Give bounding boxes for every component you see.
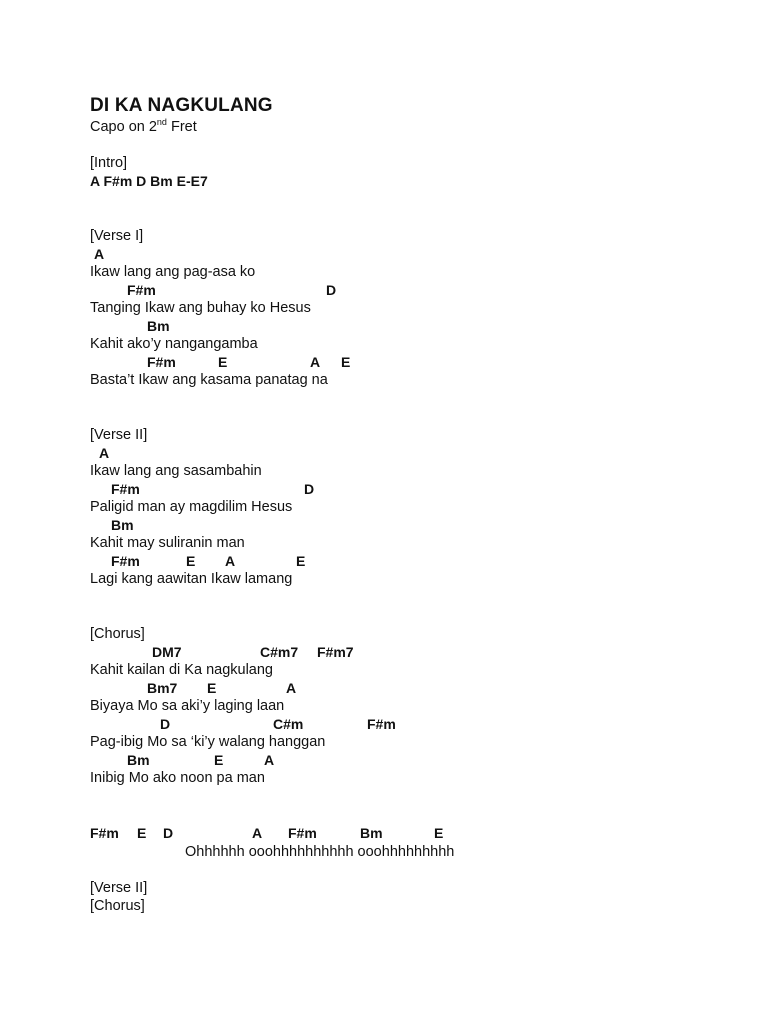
song-title: DI KA NAGKULANG	[90, 95, 273, 116]
chord-sheet	[90, 0, 750, 1024]
chord: E	[137, 825, 147, 841]
chord: C#m	[273, 716, 304, 732]
chord: E	[296, 553, 306, 569]
capo-suffix: Fret	[166, 119, 197, 135]
verse1-chord-line-4	[90, 353, 690, 371]
chord: F#m	[111, 481, 140, 497]
chorus-lyric-4: Inibig Mo ako noon pa man	[90, 770, 265, 786]
verse2-lyric-4: Lagi kang aawitan Ikaw lamang	[90, 571, 293, 587]
chord: D	[304, 481, 315, 497]
verse1-lyric-1: Ikaw lang ang pag-asa ko	[90, 264, 256, 280]
chord: A	[225, 553, 236, 569]
bridge-chord-line	[90, 824, 690, 842]
chord: Bm	[127, 752, 150, 768]
verse2-chord-line-3	[90, 516, 690, 534]
verse2-lyric-2: Paligid man ay magdilim Hesus	[90, 499, 293, 515]
verse2-label: [Verse II]	[90, 427, 148, 443]
chord: Bm	[360, 825, 383, 841]
chord: F#m	[127, 282, 156, 298]
chord: Bm7	[147, 680, 178, 696]
chord: DM7	[152, 644, 182, 660]
verse1-lyric-3: Kahit ako’y nangangamba	[90, 336, 258, 352]
chord: E	[434, 825, 444, 841]
chorus-lyric-3: Pag-ibig Mo sa ‘ki’y walang hanggan	[90, 734, 326, 750]
chord: F#m	[90, 825, 119, 841]
chorus-lyric-1: Kahit kailan di Ka nagkulang	[90, 662, 273, 678]
chord: A	[264, 752, 275, 768]
verse2-chord-line-4	[90, 552, 690, 570]
chord: E	[218, 354, 228, 370]
intro-chords: A F#m D Bm E-E7	[90, 173, 208, 189]
verse1-chord-line-2	[90, 281, 690, 299]
verse1-label: [Verse I]	[90, 228, 144, 244]
chord: F#m	[111, 553, 140, 569]
chord: E	[214, 752, 224, 768]
verse1-chord-line-3	[90, 317, 690, 335]
chord: D	[326, 282, 337, 298]
verse2-chord-line-2	[90, 480, 690, 498]
capo-note	[90, 118, 197, 136]
chord: A	[310, 354, 321, 370]
verse1-chord-line-1	[90, 245, 690, 263]
chord: F#m	[147, 354, 176, 370]
chorus-chord-line-1	[90, 643, 690, 661]
bridge-lyric: Ohhhhhh ooohhhhhhhhhh ooohhhhhhhhh	[185, 844, 455, 860]
chorus-lyric-2: Biyaya Mo sa aki’y laging laan	[90, 698, 285, 714]
chord: F#m	[367, 716, 396, 732]
outro-chorus-label: [Chorus]	[90, 898, 145, 914]
chord: F#m7	[317, 644, 354, 660]
intro-label: [Intro]	[90, 155, 128, 171]
chorus-chord-line-3	[90, 715, 690, 733]
chorus-chord-line-4	[90, 751, 690, 769]
verse2-chord-line-1	[90, 444, 690, 462]
chord: A	[252, 825, 263, 841]
chorus-label: [Chorus]	[90, 626, 145, 642]
chord: Bm	[111, 517, 134, 533]
chord: E	[186, 553, 196, 569]
chord: Bm	[147, 318, 170, 334]
verse1-lyric-2: Tanging Ikaw ang buhay ko Hesus	[90, 300, 311, 316]
chord: D	[163, 825, 174, 841]
chord: E	[341, 354, 351, 370]
chord: A	[99, 445, 110, 461]
chorus-chord-line-2	[90, 679, 690, 697]
chord: F#m	[288, 825, 317, 841]
chord: A	[94, 246, 105, 262]
chord: E	[207, 680, 217, 696]
verse2-lyric-1: Ikaw lang ang sasambahin	[90, 463, 262, 479]
chord: A	[286, 680, 297, 696]
capo-prefix: Capo on 2	[90, 119, 157, 135]
outro-verse-label: [Verse II]	[90, 880, 148, 896]
capo-sup: nd	[156, 117, 167, 128]
verse1-lyric-4: Basta’t Ikaw ang kasama panatag na	[90, 372, 328, 388]
chord: C#m7	[260, 644, 299, 660]
chord: D	[160, 716, 171, 732]
verse2-lyric-3: Kahit may suliranin man	[90, 535, 245, 551]
